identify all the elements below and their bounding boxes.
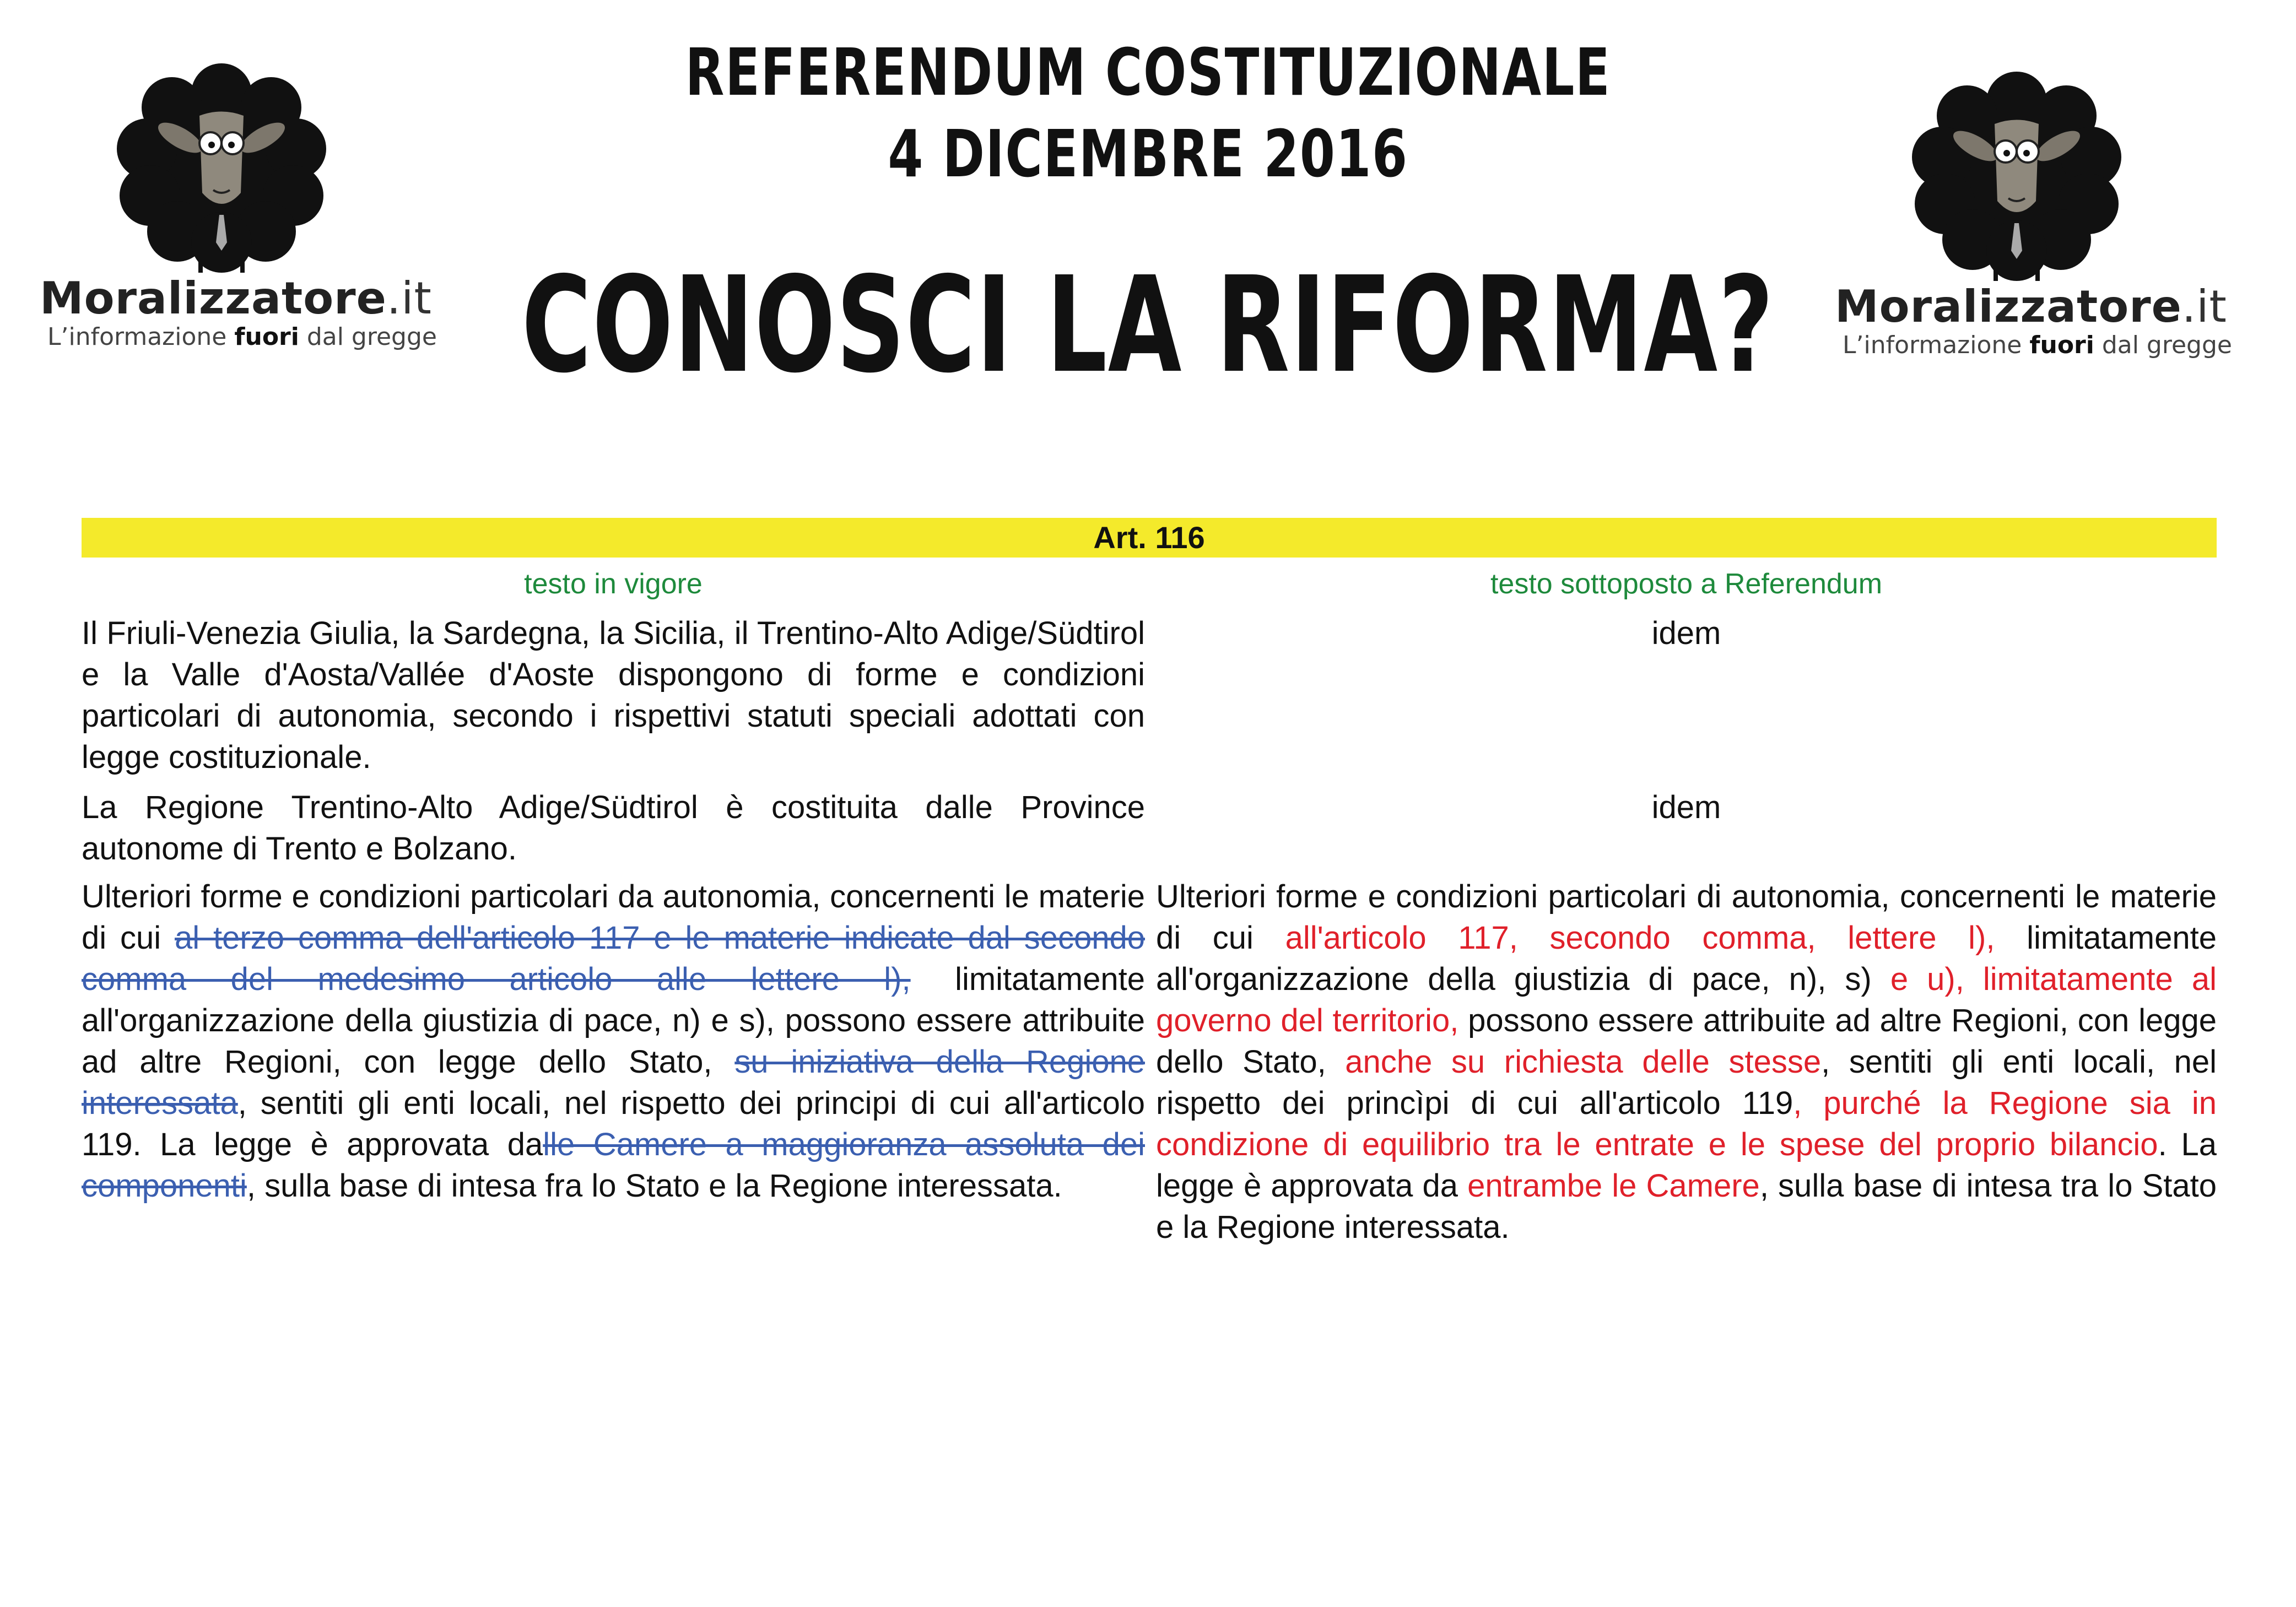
logo-tld: .it (386, 273, 432, 324)
logo-tagline-pre: L’informazione (47, 323, 235, 351)
header-line-1: REFERENDUM COSTITUZIONALE (685, 34, 1611, 110)
sheep-logo-icon (111, 55, 332, 275)
article-title-bar: Art. 116 (82, 518, 2217, 558)
text-segment: , sulla base di intesa fra lo Stato e la Regione interessata. (246, 1168, 1062, 1204)
added-text: , purché la Regione sia in condizione di equilibrio tra le entrate e le spese del proprio bilancio (1156, 1085, 2217, 1162)
paragraph-3-referendum (1156, 876, 2217, 1248)
text-segment: limitatamente all'organizzazione della giustizia di pace, n) e s), possono essere attribuite ad altre Regioni, con legge dello Stato, (82, 961, 1145, 1080)
logo-name: Moralizzatore (40, 273, 387, 324)
added-text: anche su richiesta delle stesse (1345, 1044, 1822, 1080)
logo-tld: .it (2181, 281, 2227, 332)
deleted-text: lle Camere a maggioranza assoluta dei componenti (82, 1127, 1145, 1204)
logo-right (1835, 63, 2232, 359)
paragraph-2-referendum: idem (1651, 789, 1721, 825)
text-segment: , sentiti gli enti locali, nel rispetto dei principi di cui all'articolo 119. La legge è approvata da (82, 1085, 1145, 1162)
column-header-current: testo in vigore (524, 568, 703, 600)
deleted-text: su iniziativa della Regione interessata (82, 1044, 1145, 1121)
logo-tagline-bold: fuori (234, 323, 299, 351)
paragraph-1-current: Il Friuli-Venezia Giulia, la Sardegna, la Sicilia, il Trentino-Alto Adige/Südtirol e la Valle d'Aosta/Vallée d'Aoste dispongono di forme e condizioni particolari di autonomia, secondo i rispettivi statuti speciali adottati con legge costituzionale. (82, 615, 1145, 775)
header-line-2: 4 DICEMBRE 2016 (888, 116, 1408, 192)
paragraph-1-referendum: idem (1651, 615, 1721, 651)
column-header-referendum: testo sottoposto a Referendum (1490, 568, 1883, 600)
logo-tagline-pre: L’informazione (1843, 331, 2030, 359)
added-text: entrambe le Camere (1467, 1168, 1760, 1204)
text-segment: , sentiti gli enti locali, nel rispetto dei princìpi di cui all'articolo 119 (1156, 1044, 2217, 1121)
added-text: e u), limitatamente al governo del territorio, (1156, 961, 2217, 1038)
text-segment: Ulteriori forme e condizioni particolari da autonomia, concernenti le materie di cui (82, 879, 1145, 956)
text-segment: , sulla base di intesa tra lo Stato e la Regione interessata. (1156, 1168, 2217, 1245)
logo-tagline-post: dal gregge (299, 323, 437, 351)
sheep-logo-icon (1906, 63, 2127, 284)
deleted-text: al terzo comma dell'articolo 117 e le materie indicate dal secondo comma del medesimo articolo alle lettere l), (82, 920, 1146, 997)
text-segment: limitatamente all'organizzazione della giustizia di pace, n), s) (1156, 920, 2217, 997)
paragraph-2-current: La Regione Trentino-Alto Adige/Südtirol è costituita dalle Province autonome di Trento e Bolzano. (82, 789, 1145, 867)
text-segment: . La legge è approvata da (1156, 1127, 2217, 1204)
page-title: CONOSCI LA RIFORMA? (521, 248, 1775, 402)
paragraph-3-current (82, 876, 1145, 1206)
logo-left (40, 55, 437, 351)
added-text: all'articolo 117, secondo comma, lettere l), (1285, 920, 1995, 956)
text-segment: Ulteriori forme e condizioni particolari di autonomia, concernenti le materie di cui (1156, 879, 2217, 956)
logo-tagline-post: dal gregge (2094, 331, 2232, 359)
text-segment: possono essere attribuite ad altre Regioni, con legge dello Stato, (1156, 1003, 2217, 1080)
logo-name: Moralizzatore (1835, 281, 2182, 332)
logo-tagline-bold: fuori (2029, 331, 2094, 359)
